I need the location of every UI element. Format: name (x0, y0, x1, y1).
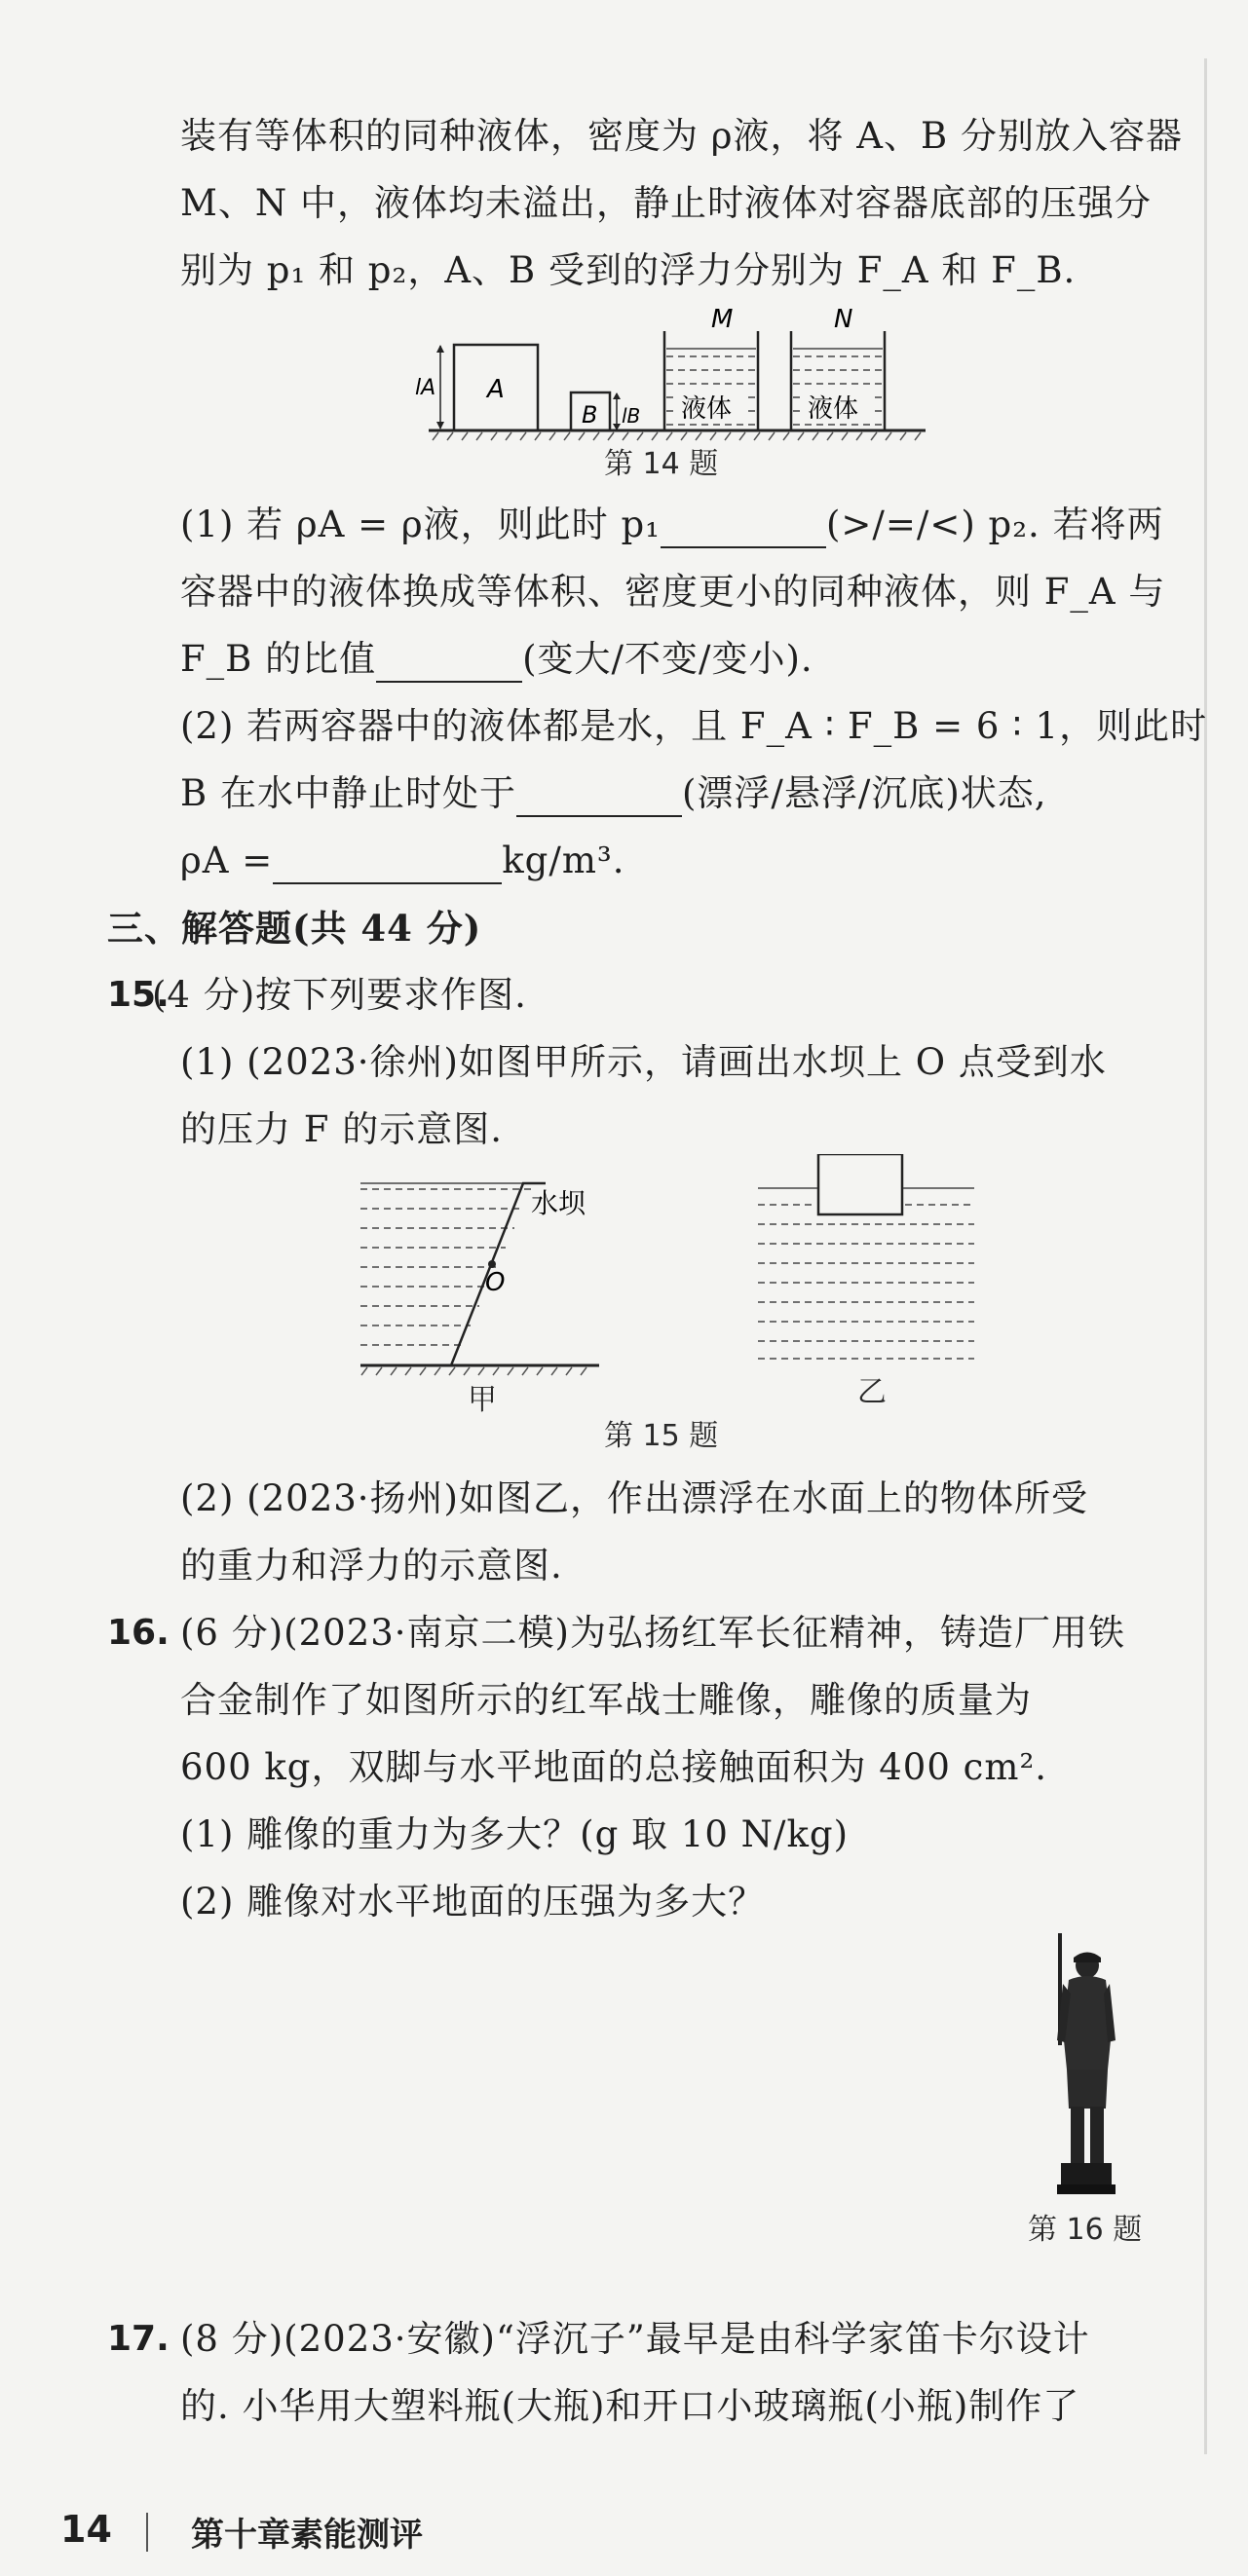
chapter-title: 第十章素能测评 (191, 2516, 423, 2555)
q14-part1-text-d: (变大/不变/变小). (522, 638, 813, 680)
q16-line1: (6 分)(2023·南京二模)为弘扬红军长征精神，铸造厂用铁 (180, 1612, 1125, 1654)
q14-part2-text-c: ρA = (180, 840, 274, 881)
q16-sub2: (2) 雕像对水平地面的压强为多大？ (180, 1881, 766, 1923)
q14-part2-text-a: B 在水中静止时处于 (180, 772, 516, 814)
lb-label: lB (622, 404, 641, 428)
q14-part1-text-a: (1) 若 ρA = ρ液，则此时 p₁ (180, 504, 661, 545)
footer-divider (146, 2513, 148, 2552)
dam-label: 水坝 (531, 1187, 586, 1219)
q15-part1-line2: 的压力 F 的示意图. (180, 1108, 503, 1150)
container-n-label: N (834, 305, 853, 334)
q15-stem: (4 分)按下列要求作图. (152, 974, 527, 1016)
q16-number: 16. (107, 1613, 170, 1653)
q15-part2-line2: 的重力和浮力的示意图. (180, 1545, 563, 1587)
q15-number: 15. (107, 975, 170, 1015)
q15-figure-jia (356, 1174, 619, 1398)
liquid-m-label: 液体 (681, 394, 733, 424)
q14-part1-line2: 容器中的液体换成等体积、密度更小的同种液体，则 F_A 与 (180, 571, 1166, 613)
q14-part2-line1: (2) 若两容器中的液体都是水，且 F_A ∶ F_B = 6 ∶ 1，则此时 (180, 705, 1208, 747)
point-o (488, 1260, 496, 1268)
floating-block (818, 1154, 902, 1214)
q15-part1-line1: (1) (2023·徐州)如图甲所示，请画出水坝上 O 点受到水 (180, 1041, 1107, 1083)
answer-blank-4[interactable] (273, 845, 502, 884)
page-number: 14 (60, 2508, 112, 2551)
q14-part2-text-b: (漂浮/悬浮/沉底)状态, (681, 772, 1047, 814)
section-heading: 三、解答题(共 44 分) (107, 907, 482, 950)
container-m-label: M (711, 305, 734, 334)
q14-part1-text-b: (>/=/<) p₂. 若将两 (825, 504, 1164, 545)
q17-number: 17. (107, 2319, 170, 2359)
q14-part1-line3 (180, 636, 813, 683)
fig-yi-label: 乙 (857, 1375, 887, 1409)
q14-caption: 第 14 题 (604, 447, 719, 481)
q15-figure-yi (755, 1154, 979, 1368)
q14-part2-text-d: kg/m³. (502, 840, 625, 881)
answer-blank-3[interactable] (516, 778, 682, 817)
q17-line1: (8 分)(2023·安徽)“浮沉子”最早是由科学家笛卡尔设计 (180, 2318, 1090, 2360)
q14-intro-line3: 别为 p₁ 和 p₂，A、B 受到的浮力分别为 F_A 和 F_B. (180, 249, 1077, 291)
q15-part2-line1: (2) (2023·扬州)如图乙，作出漂浮在水面上的物体所受 (180, 1477, 1088, 1519)
q16-caption: 第 16 题 (1028, 2213, 1143, 2247)
q14-intro-line1: 装有等体积的同种液体，密度为 ρ液，将 A、B 分别放入容器 (180, 115, 1183, 157)
q14-part1-line1 (180, 502, 1164, 548)
q17-line2: 的. 小华用大塑料瓶(大瓶)和开口小玻璃瓶(小瓶)制作了 (180, 2385, 1080, 2427)
q15-caption: 第 15 题 (604, 1419, 719, 1453)
fig-jia-label: 甲 (468, 1383, 497, 1417)
q14-part2-line3 (180, 838, 625, 884)
block-b-label: B (582, 401, 598, 429)
q16-line2: 合金制作了如图所示的红军战士雕像，雕像的质量为 (180, 1679, 1032, 1721)
page-edge-line (1204, 58, 1207, 2454)
block-a-label: A (487, 375, 505, 404)
point-o-label: O (485, 1268, 506, 1297)
liquid-n-label: 液体 (808, 394, 859, 424)
q16-sub1: (1) 雕像的重力为多大？(g 取 10 N/kg) (180, 1813, 850, 1855)
q14-part2-line2 (180, 770, 1047, 817)
q14-intro-line2: M、N 中，液体均未溢出，静止时液体对容器底部的压强分 (180, 182, 1153, 224)
answer-blank-2[interactable] (376, 644, 522, 683)
q14-figure (409, 302, 945, 448)
soldier-statue-figure (1047, 1933, 1125, 2196)
q16-line3: 600 kg，双脚与水平地面的总接触面积为 400 cm². (180, 1746, 1048, 1788)
la-label: lA (415, 376, 436, 400)
answer-blank-1[interactable] (661, 509, 826, 548)
q14-part1-text-c: F_B 的比值 (180, 638, 377, 680)
